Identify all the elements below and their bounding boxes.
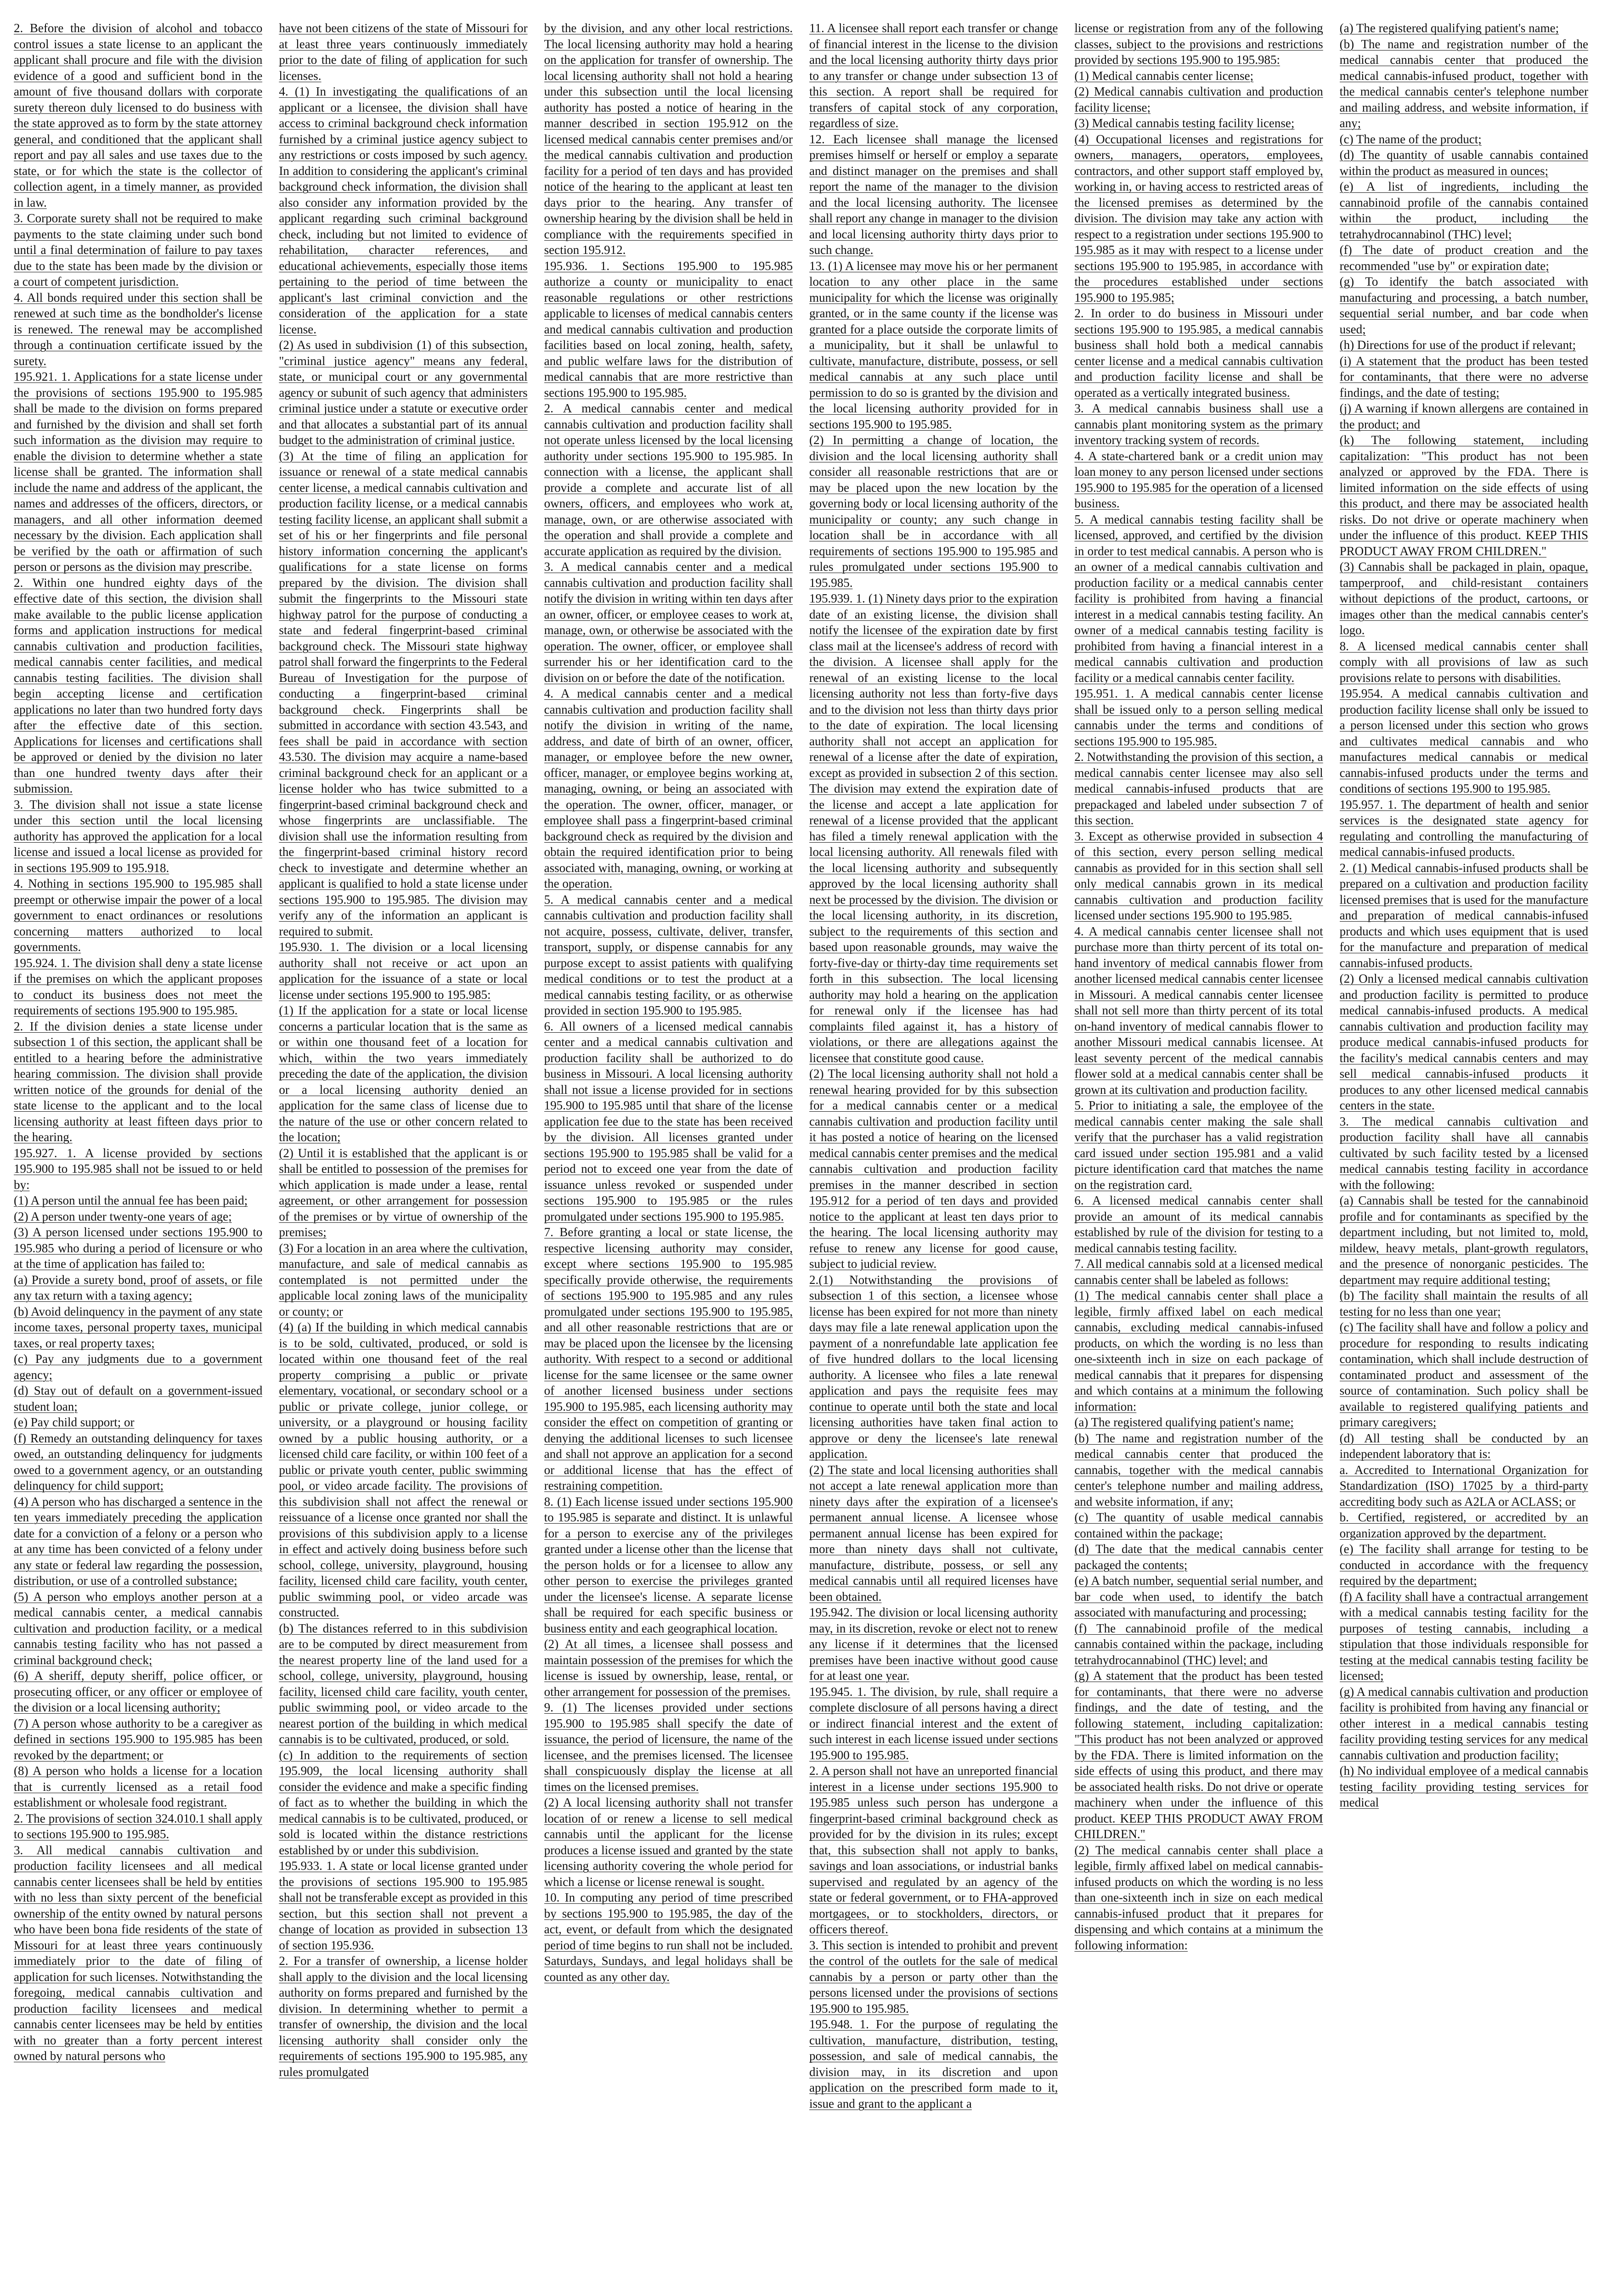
paragraph: 2.(1) Notwithstanding the provisions of subsection 1 of this section, a licensee whose license has been expired for not more than ninety days may file a late renewal application upon the payment of a nonrefundable late application fee of five hundred dollars to the local licensing authority. A licensee who files a late renewal application and pays the requisite fees may continue to operate until both the state and local licensing authorities have taken final action to approve or deny the licensee's late renewal application. [809, 1272, 1058, 1461]
paragraph: license or registration from any of the following classes, subject to the provisions and restrictions provided by sections 195.900 to 195.985: [1074, 21, 1323, 67]
paragraph: (g) To identify the batch associated with manufacturing and processing, a batch number, sequential serial number, and bar code when used; [1339, 275, 1588, 336]
paragraph: 6. A licensed medical cannabis center shall provide an amount of its medical cannabis established by rule of the division for testing to a medical cannabis testing facility. [1074, 1193, 1323, 1255]
paragraph: (1) A person until the annual fee has been paid; [14, 1193, 248, 1207]
paragraph: (e) A batch number, sequential serial number, and bar code when used, to identify the batch associated with manufacturing and processing; [1074, 1574, 1323, 1619]
paragraph: (4) A person who has discharged a sentence in the ten years immediately preceding the application date for a conviction of a felony or a person who at any time has been convicted of a felony under any state or federal law regarding the possession, distribution, or use of a controlled substance; [14, 1494, 263, 1587]
paragraph: (a) The registered qualifying patient's name; [1339, 21, 1559, 35]
paragraph: (b) The name and registration number of the medical cannabis center that produced the medical cannabis-infused product, together with the medical cannabis center's telephone number and mailing address, and website information, if any; [1339, 37, 1588, 130]
paragraph: 2. For a transfer of ownership, a license holder shall apply to the division and the local licensing authority on forms prepared and furnished by the division. In determining whether to permit a transfer of ownership, the division and the local licensing authority shall consider only the requirements of sections 195.900 to 195.985, any rules promulgated [279, 1954, 528, 2079]
paragraph: 4. All bonds required under this section shall be renewed at such time as the bondholder's license is renewed. The renewal may be accomplished through a continuation certificate issued by the surety. [14, 290, 263, 368]
paragraph: 195.933. 1. A state or local license granted under the provisions of sections 195.900 to 195.985 shall not be transferable except as provided in this section, but this section shall not prevent a change of location as provided in subsection 13 of section 195.936. [279, 1859, 528, 1952]
paragraph: 13. (1) A licensee may move his or her permanent location to any other place in the same municipality for which the license was originally granted, or in the same county if the license was granted for a place outside the corporate limits of a municipality, but it shall be unlawful to cultivate, manufacture, distribute, possess, or sell medical cannabis at any such place until permission to do so is granted by the division and the local licensing authority provided for in sections 195.900 to 195.985. [809, 259, 1058, 431]
paragraph: (d) The date that the medical cannabis center packaged the contents; [1074, 1542, 1323, 1572]
paragraph: (i) A statement that the product has been tested for contaminants, that there were no adverse findings, and the date of testing; [1339, 354, 1588, 400]
paragraph: 195.954. A medical cannabis cultivation and production facility license shall only be issued to a person licensed under this section who grows and cultivates medical cannabis and who manufactures medical cannabis or medical cannabis-infused products under the terms and conditions of sections 195.900 to 195.985. [1339, 687, 1588, 795]
paragraph: have not been citizens of the state of Missouri for at least three years continuously immediately prior to the date of filing of application for such licenses. [279, 21, 528, 83]
paragraph: (2) The state and local licensing authorities shall not accept a late renewal application more than ninety days after the expiration of a licensee's permanent annual license. A licensee whose permanent annual license has been expired for more than ninety days shall not cultivate, manufacture, distribute, possess, or sell any medical cannabis until all required licenses have been obtained. [809, 1463, 1058, 1604]
column-3 [544, 20, 793, 2296]
paragraph: (2) A local licensing authority shall not transfer location of or renew a license to sell medical cannabis until the applicant for the license produces a license issued and granted by the state licensing authority covering the whole period for which a license or license renewal is sought. [544, 1795, 793, 1889]
paragraph: (1) If the application for a state or local license concerns a particular location that is the same as or within one thousand feet of a location for which, within the two years immediately preceding the date of the application, the division or a local licensing authority denied an application for the same class of license due to the nature of the use or other concern related to the location; [279, 1003, 528, 1144]
paragraph: (a) Cannabis shall be tested for the cannabinoid profile and for contaminants as specified by the department including, but not limited to, mold, mildew, heavy metals, plant-growth regulators, and the presence of nonorganic pesticides. The department may require additional testing; [1339, 1193, 1588, 1287]
column-4 [809, 20, 1058, 2296]
paragraph: 2. The provisions of section 324.010.1 shall apply to sections 195.900 to 195.985. [14, 1811, 263, 1841]
paragraph: 8. A licensed medical cannabis center shall comply with all provisions of law as such provisions relate to persons with disabilities. [1339, 639, 1588, 685]
paragraph: 195.948. 1. For the purpose of regulating the cultivation, manufacture, distribution, testing, possession, and sale of medical cannabis, the division may, in its discretion and upon application on the prescribed form made to it, issue and grant to the applicant a [809, 2017, 1058, 2110]
paragraph: (6) A sheriff, deputy sheriff, police officer, or prosecuting officer, or any officer or employee of the division or a local licensing authority; [14, 1669, 263, 1714]
paragraph: (b) The facility shall maintain the results of all testing for no less than one year; [1339, 1289, 1588, 1318]
paragraph: 3. The medical cannabis cultivation and production facility shall have all cannabis cultivated by such facility tested by a licensed medical cannabis testing facility in accordance with the following: [1339, 1114, 1588, 1192]
paragraph: b. Certified, registered, or accredited by an organization approved by the department. [1339, 1510, 1588, 1540]
paragraph: 3. The division shall not issue a state license under this section until the local licensing authority has approved the application for a local license and issued a local license as provided for in sections 195.909 to 195.918. [14, 797, 263, 875]
text-columns [14, 20, 1588, 2296]
column-5 [1074, 20, 1323, 2296]
paragraph: (c) The name of the product; [1339, 132, 1482, 146]
paragraph: 7. All medical cannabis sold at a licensed medical cannabis center shall be labeled as follows: [1074, 1257, 1323, 1287]
paragraph: 3. Corporate surety shall not be required to make payments to the state claiming under such bond until a final determination of failure to pay taxes due to the state has been made by the division or a court of competent jurisdiction. [14, 211, 263, 288]
paragraph: (2) The local licensing authority shall not hold a renewal hearing provided for by this subsection for a medical cannabis center or a medical cannabis cultivation and production facility until it has posted a notice of hearing on the licensed medical cannabis center premises and the medical cannabis cultivation and production facility premises in the manner described in section 195.912 for a period of ten days and provided notice to the applicant at least ten days prior to the hearing. The local licensing authority may refuse to renew any license for good cause, subject to judicial review. [809, 1067, 1058, 1271]
paragraph: 5. A medical cannabis testing facility shall be licensed, approved, and certified by the division in order to test medical cannabis. A person who is an owner of a medical cannabis cultivation and production facility or a medical cannabis center facility is prohibited from having a financial interest in a medical cannabis testing facility. An owner of a medical cannabis testing facility is prohibited from having a financial interest in a medical cannabis cultivation and production facility or a medical cannabis center facility. [1074, 512, 1323, 685]
paragraph: (4) (a) If the building in which medical cannabis is to be sold, cultivated, produced, or sold is located within one thousand feet of the real property comprising a public or private elementary, vocational, or secondary school or a public or private college, junior college, or university, or a playground or housing facility owned by a public housing authority, or a licensed child care facility, or within 100 feet of a public or private youth center, public swimming pool, or video arcade facility. The provisions of this subdivision shall not affect the renewal or reissuance of a license once granted nor shall the provisions of this subdivision apply to a license in effect and actively doing business before such school, college, university, playground, housing facility, licensed child care facility, youth center, public swimming pool, or video arcade was constructed. [279, 1320, 528, 1619]
paragraph: 195.930. 1. The division or a local licensing authority shall not receive or act upon an application for the issuance of a state or local license under sections 195.900 to 195.985: [279, 940, 528, 1002]
paragraph: 2. Notwithstanding the provision of this section, a medical cannabis center licensee may also sell medical cannabis-infused products that are prepackaged and labeled under subsection 7 of this section. [1074, 750, 1323, 827]
paragraph: (h) No individual employee of a medical cannabis testing facility providing testing services for medical [1339, 1764, 1588, 1809]
paragraph: (3) At the time of filing an application for issuance or renewal of a state medical cannabis center license, a medical cannabis cultivation and production facility license, or a medical cannabis testing facility license, an applicant shall submit a set of his or her fingerprints and file personal history information concerning the applicant's qualifications for a state license on forms prepared by the division. The division shall submit the fingerprints to the Missouri state highway patrol for the purpose of conducting a state and federal fingerprint-based criminal background check. The Missouri state highway patrol shall forward the fingerprints to the Federal Bureau of Investigation for the purpose of conducting a fingerprint-based criminal background check. Fingerprints shall be submitted in accordance with section 43.543, and fees shall be paid in accordance with section 43.530. The division may acquire a name-based criminal background check for an applicant or a license holder who has twice submitted to a fingerprint-based criminal background check and whose fingerprints are unclassifiable. The division shall use the information resulting from the fingerprint-based criminal history record check to investigate and determine whether an applicant is qualified to hold a state license under sections 195.900 to 195.985. The division may verify any of the information an applicant is required to submit. [279, 449, 528, 938]
paragraph: 7. Before granting a local or state license, the respective licensing authority may consider, except where sections 195.900 to 195.985 specifically provide otherwise, the requirements of sections 195.900 to 195.985 and any rules promulgated under sections 195.900 to 195.985, and all other reasonable restrictions that are or may be placed upon the licensee by the licensing authority. With respect to a second or additional license for the same licensee or the same owner of another licensed business under sections 195.900 to 195.985, each licensing authority may consider the effect on competition of granting or denying the additional licenses to such licensee and shall not approve an application for a second or additional license that has the effect of restraining competition. [544, 1225, 793, 1492]
paragraph: 195.951. 1. A medical cannabis center license shall be issued only to a person selling medical cannabis under the terms and conditions of sections 195.900 to 195.985. [1074, 687, 1323, 748]
paragraph: (2) At all times, a licensee shall possess and maintain possession of the premises for which the license is issued by ownership, lease, rental, or other arrangement for possession of the premises. [544, 1637, 793, 1699]
paragraph: 4. A medical cannabis center licensee shall not purchase more than thirty percent of its total on-hand inventory of medical cannabis flower from another licensed medical cannabis center licensee in Missouri. A medical cannabis center licensee shall not sell more than thirty percent of its total on-hand inventory of medical cannabis flower to another Missouri medical cannabis licensee. At least seventy percent of the medical cannabis flower sold at a medical cannabis center shall be grown at its cultivation and production facility. [1074, 924, 1323, 1097]
column-6 [1340, 20, 1588, 2296]
paragraph: (b) The distances referred to in this subdivision are to be computed by direct measurement from the nearest property line of the land used for a school, college, university, playground, housing facility, licensed child care facility, youth center, public swimming pool, or video arcade to the nearest portion of the building in which medical cannabis is to be cultivated, produced, or sold. [279, 1621, 528, 1746]
paragraph: (d) The quantity of usable cannabis contained within the product as measured in ounces; [1339, 148, 1588, 178]
paragraph: (f) Remedy an outstanding delinquency for taxes owed, an outstanding delinquency for judgments owed to a government agency, or an outstanding delinquency for child support; [14, 1431, 263, 1492]
paragraph: (1) The medical cannabis center shall place a legible, firmly affixed label on each medical cannabis, excluding medical cannabis-infused products, on which the wording is no less than one-sixteenth inch in size on each package of medical cannabis that it prepares for dispensing and which contains at a minimum the following information: [1074, 1289, 1323, 1413]
paragraph: (g) A statement that the product has been tested for contaminants, that there were no adverse findings, and the date of testing, and the following statement, including capitalization: "This product has not been analyzed or approved by the FDA. There is limited information on the side effects of using this product, and there may be associated health risks. Do not drive or operate machinery when under the influence of this product. KEEP THIS PRODUCT AWAY FROM CHILDREN." [1074, 1669, 1323, 1841]
paragraph: 2. (1) Medical cannabis-infused products shall be prepared on a cultivation and production facility licensed premises that is used for the manufacture and preparation of medical cannabis-infused products and which uses equipment that is used for the manufacture and preparation of medical cannabis-infused products. [1339, 861, 1588, 970]
paragraph: 4. Nothing in sections 195.900 to 195.985 shall preempt or otherwise impair the power of a local government to enact ordinances or resolutions concerning matters authorized to local governments. [14, 877, 263, 954]
paragraph: 5. Prior to initiating a sale, the employee of the medical cannabis center making the sale shall verify that the purchaser has a valid registration card issued under section 195.981 and a valid picture identification card that matches the name on the registration card. [1074, 1098, 1323, 1192]
paragraph: 6. All owners of a licensed medical cannabis center and a medical cannabis cultivation and production facility shall be authorized to do business in Missouri. A local licensing authority shall not issue a license provided for in sections 195.900 to 195.985 until that share of the license application fee due to the state has been received by the division. All licenses granted under sections 195.900 to 195.985 shall be valid for a period not to exceed one year from the date of issuance unless revoked or suspended under sections 195.900 to 195.985 or the rules promulgated under sections 195.900 to 195.985. [544, 1019, 793, 1223]
paragraph: (j) A warning if known allergens are contained in the product; and [1339, 401, 1588, 431]
paragraph: (3) Cannabis shall be packaged in plain, opaque, tamperproof, and child-resistant containers without depictions of the product, cartoons, or images other than the medical cannabis center's logo. [1339, 560, 1588, 637]
paragraph: (a) Provide a surety bond, proof of assets, or file any tax return with a taxing agency; [14, 1272, 263, 1302]
paragraph: 12. Each licensee shall manage the licensed premises himself or herself or employ a separate and distinct manager on the premises and shall report the name of the manager to the division and the local licensing authority. The licensee shall report any change in manager to the division and local licensing authority thirty days prior to such change. [809, 132, 1058, 257]
paragraph: (g) A medical cannabis cultivation and production facility is prohibited from having any financial or other interest in a medical cannabis testing facility providing testing services for any medical cannabis cultivation and production facility; [1339, 1684, 1588, 1762]
paragraph: 195.927. 1. A license provided by sections 195.900 to 195.985 shall not be issued to or held by: [14, 1146, 263, 1192]
paragraph: 2. If the division denies a state license under subsection 1 of this section, the applicant shall be entitled to a hearing before the administrative hearing commission. The division shall provide written notice of the grounds for denial of the state license to the applicant and to the local licensing authority at least fifteen days prior to the hearing. [14, 1019, 263, 1144]
paragraph: 3. A medical cannabis center and a medical cannabis cultivation and production facility shall notify the division in writing within ten days after an owner, officer, or employee ceases to work at, manage, own, or otherwise be associated with the operation. The owner, officer, or employee shall surrender his or her identification card to the division on or before the date of the notification. [544, 560, 793, 685]
paragraph: (b) The name and registration number of the medical cannabis center that produced the cannabis, together with the medical cannabis center's telephone number and mailing address, and website information, if any; [1074, 1431, 1323, 1508]
paragraph: (2) As used in subdivision (1) of this subsection, "criminal justice agency" means any federal, state, or municipal court or any governmental agency or subunit of such agency that administers criminal justice under a statute or executive order and that allocates a substantial part of its annual budget to the administration of criminal justice. [279, 338, 528, 447]
paragraph: 195.945. 1. The division, by rule, shall require a complete disclosure of all persons having a direct or indirect financial interest and the extent of such interest in each license issued under sections 195.900 to 195.985. [809, 1684, 1058, 1762]
paragraph: 4. A medical cannabis center and a medical cannabis cultivation and production facility shall notify the division in writing of the name, address, and date of birth of an owner, officer, manager, or employee before the new owner, officer, manager, or employee begins working at, managing, owning, or being an associated with the operation. The owner, officer, manager, or employee shall pass a fingerprint-based criminal background check as required by the division and obtain the required identification prior to being associated with, managing, owning, or working at the operation. [544, 687, 793, 890]
paragraph: (2) Only a licensed medical cannabis cultivation and production facility is permitted to produce medical cannabis-infused products. A medical cannabis cultivation and production facility may produce medical cannabis-infused products for the facility's medical cannabis centers and may sell medical cannabis-infused products it produces to any other licensed medical cannabis centers in the state. [1339, 972, 1588, 1112]
paragraph: (7) A person whose authority to be a caregiver as defined in sections 195.900 to 195.985 has been revoked by the department; or [14, 1716, 263, 1762]
paragraph: 3. Except as otherwise provided in subsection 4 of this section, every person selling medical cannabis as provided for in this section shall sell only medical cannabis grown in its medical cannabis cultivation and production facility licensed under sections 195.900 to 195.985. [1074, 829, 1323, 922]
paragraph: (1) Medical cannabis center license; [1074, 68, 1254, 83]
paragraph: (e) A list of ingredients, including the cannabinoid profile of the cannabis contained within the product, including the tetrahydrocannabinol (THC) level; [1339, 180, 1588, 241]
paragraph: by the division, and any other local restrictions. The local licensing authority may hold a hearing on the application for transfer of ownership. The local licensing authority shall not hold a hearing under this subsection until the local licensing authority has posted a notice of hearing in the manner described in section 195.912 on the licensed medical cannabis center premises and/or the medical cannabis cultivation and production facility for a period of ten days and has provided notice of the hearing to the applicant at least ten days prior to the hearing. Any transfer of ownership hearing by the division shall be held in compliance with the requirements specified in section 195.912. [544, 21, 793, 257]
paragraph: (2) In permitting a change of location, the division and the local licensing authority shall consider all reasonable restrictions that are or may be placed upon the new location by the governing body or local licensing authority of the municipality or county; any such change in location shall be in accordance with all requirements of sections 195.900 to 195.985 and rules promulgated under sections 195.900 to 195.985. [809, 433, 1058, 590]
paragraph: (5) A person who employs another person at a medical cannabis center, a medical cannabis cultivation and production facility, or a medical cannabis testing facility who has not passed a criminal background check; [14, 1589, 263, 1667]
paragraph: (2) The medical cannabis center shall place a legible, firmly affixed label on medical cannabis-infused products on which the wording is no less than one-sixteenth inch in size on each medical cannabis-infused product that it prepares for dispensing and which contains at a minimum the following information: [1074, 1843, 1323, 1952]
paragraph: 3. All medical cannabis cultivation and production facility licensees and all medical cannabis center licensees shall be held by entities with no less than sixty percent of the beneficial ownership of the entity owned by natural persons who have been bona fide residents of the state of Missouri for at least three years continuously immediately prior to the date of filing of application for such licenses. Notwithstanding the foregoing, medical cannabis cultivation and production facility licensees and medical cannabis center licensees may be held by entities with no greater than a forty percent interest owned by natural persons who [14, 1843, 263, 2063]
paragraph: (c) The facility shall have and follow a policy and procedure for responding to results indicating contamination, which shall include destruction of contaminated product and assessment of the source of contamination. Such policy shall be available to registered qualifying patients and primary caregivers; [1339, 1320, 1588, 1429]
paragraph: (4) Occupational licenses and registrations for owners, managers, operators, employees, contractors, and other support staff employed by, working in, or having access to restricted areas of the licensed premises as determined by the division. The division may take any action with respect to a registration under sections 195.900 to 195.985 as it may with respect to a license under sections 195.900 to 195.985, in accordance with the procedures established under sections 195.900 to 195.985; [1074, 132, 1323, 304]
paragraph: (2) A person under twenty-one years of age; [14, 1209, 232, 1223]
paragraph: (3) A person licensed under sections 195.900 to 195.985 who during a period of licensure or who at the time of application has failed to: [14, 1225, 263, 1271]
paragraph: (3) For a location in an area where the cultivation, manufacture, and sale of medical cannabis as contemplated is not permitted under the applicable local zoning laws of the municipality or county; or [279, 1241, 528, 1318]
paragraph: 195.921. 1. Applications for a state license under the provisions of sections 195.900 to 195.985 shall be made to the division on forms prepared and furnished by the division and shall set forth such information as the division may require to enable the division to determine whether a state license shall be granted. The information shall include the name and address of the applicant, the names and addresses of the officers, directors, or managers, and all other information deemed necessary by the division. Each application shall be verified by the oath or affirmation of such person or persons as the division may prescribe. [14, 370, 263, 574]
column-1 [14, 20, 262, 2296]
paragraph: 195.942. The division or local licensing authority may, in its discretion, revoke or elect not to renew any license if it determines that the licensed premises have been inactive without good cause for at least one year. [809, 1605, 1058, 1683]
paragraph: 3. A medical cannabis business shall use a cannabis plant monitoring system as the primary inventory tracking system of records. [1074, 401, 1323, 447]
paragraph: (e) Pay child support; or [14, 1415, 135, 1429]
paragraph: (k) The following statement, including capitalization: "This product has not been analyzed or approved by the FDA. There is limited information on the side effects of using this product, and there may be associated health risks. Do not drive or operate machinery when under the influence of this product. KEEP THIS PRODUCT AWAY FROM CHILDREN." [1339, 433, 1588, 558]
paragraph: 4. (1) In investigating the qualifications of an applicant or a licensee, the division shall have access to criminal background check information furnished by a criminal justice agency subject to any restrictions or costs imposed by such agency. In addition to considering the applicant's criminal background check information, the division shall also consider any information provided by the applicant regarding such criminal background check, including but not limited to evidence of rehabilitation, character references, and educational achievements, especially those items pertaining to the period of time between the applicant's last criminal conviction and the consideration of the application for a state license. [279, 84, 528, 336]
paragraph: 9. (1) The licenses provided under sections 195.900 to 195.985 shall specify the date of issuance, the period of licensure, the name of the licensee, and the premises licensed. The licensee shall conspicuously display the license at all times on the licensed premises. [544, 1700, 793, 1794]
paragraph: 2. A medical cannabis center and medical cannabis cultivation and production facility shall not operate unless licensed by the local licensing authority under sections 195.900 to 195.985. In connection with a license, the applicant shall provide a complete and accurate list of all owners, officers, and employees who work at, manage, own, or are otherwise associated with the operation and shall provide a complete and accurate application as required by the division. [544, 401, 793, 558]
paragraph: 3. This section is intended to prohibit and prevent the control of the outlets for the sale of medical cannabis by a person or party other than the persons licensed under the provisions of sections 195.900 to 195.985. [809, 1938, 1058, 2015]
paragraph: 11. A licensee shall report each transfer or change of financial interest in the license to the division and the local licensing authority thirty days prior to any transfer or change under subsection 13 of this section. A report shall be required for transfers of capital stock of any corporation, regardless of size. [809, 21, 1058, 130]
paragraph: a. Accredited to International Organization for Standardization (ISO) 17025 by a third-party accrediting body such as A2LA or ACLASS; or [1339, 1463, 1588, 1508]
paragraph: (e) The facility shall arrange for testing to be conducted in accordance with the frequency required by the department; [1339, 1542, 1588, 1587]
paragraph: 195.939. 1. (1) Ninety days prior to the expiration date of an existing license, the division shall notify the licensee of the expiration date by first class mail at the licensee's address of record with the division. A licensee shall apply for the renewal of an existing license to the local licensing authority not less than forty-five days and to the division not less than thirty days prior to the date of expiration. The local licensing authority shall not accept an application for renewal of a license after the date of expiration, except as provided in subsection 2 of this section. The division may extend the expiration date of the license and accept a late application for renewal of a license provided that the applicant has filed a timely renewal application with the local licensing authority. All renewals filed with the local licensing authority and subsequently approved by the local licensing authority shall next be processed by the division. The division or the local licensing authority, in its discretion, subject to the requirements of this section and based upon reasonable grounds, may waive the forty-five-day or thirty-day time requirements set forth in this subsection. The local licensing authority may hold a hearing on the application for renewal only if the licensee has had complaints filed against it, has a history of violations, or there are allegations against the licensee that constitute good cause. [809, 591, 1058, 1065]
paragraph: (3) Medical cannabis testing facility license; [1074, 116, 1295, 130]
paragraph: 2. Before the division of alcohol and tobacco control issues a state license to an applicant the applicant shall procure and file with the division evidence of a good and sufficient bond in the amount of five thousand dollars with corporate surety thereon duly licensed to do business with the state approved as to form by the state attorney general, and conditioned that the applicant shall report and pay all sales and use taxes due to the state, or for which the state is the collector of collection agent, in a timely manner, as provided in law. [14, 21, 263, 209]
paragraph: (c) The quantity of usable medical cannabis contained within the package; [1074, 1510, 1323, 1540]
paragraph: (f) The cannabinoid profile of the medical cannabis contained within the package, including tetrahydrocannabinol (THC) level; and [1074, 1621, 1323, 1667]
paragraph: 8. (1) Each license issued under sections 195.900 to 195.985 is separate and distinct. It is unlawful for a person to exercise any of the privileges granted under a license other than the license that the person holds or for a licensee to allow any other person to exercise the privileges granted under the licensee's license. A separate license shall be required for each specific business or business entity and each geographical location. [544, 1494, 793, 1635]
paragraph: (d) All testing shall be conducted by an independent laboratory that is: [1339, 1431, 1588, 1461]
paragraph: (f) The date of product creation and the recommended "use by" or expiration date; [1339, 243, 1588, 273]
paragraph: (2) Until it is established that the applicant is or shall be entitled to possession of the premises for which application is made under a lease, rental agreement, or other arrangement for possession of the premises or by virtue of ownership of the premises; [279, 1146, 528, 1239]
paragraph: (h) Directions for use of the product if relevant; [1339, 338, 1576, 352]
paragraph: (f) A facility shall have a contractual arrangement with a medical cannabis testing facility for the purposes of testing cannabis, including a stipulation that those individuals responsible for testing at the medical cannabis testing facility be licensed; [1339, 1589, 1588, 1683]
column-2 [279, 20, 527, 2296]
paragraph: (a) The registered qualifying patient's name; [1074, 1415, 1294, 1429]
paragraph: (c) In addition to the requirements of section 195.909, the local licensing authority shall consider the evidence and make a specific finding of fact as to whether the building in which the medical cannabis is to be cultivated, produced, or sold is located within the distance restrictions established by or under this subdivision. [279, 1748, 528, 1857]
paragraph: (d) Stay out of default on a government-issued student loan; [14, 1384, 263, 1413]
paragraph: 195.936. 1. Sections 195.900 to 195.985 authorize a county or municipality to enact reasonable regulations or other restrictions applicable to licenses of medical cannabis centers and medical cannabis cultivation and production facilities based on local zoning, health, safety, and public welfare laws for the distribution of medical cannabis that are more restrictive than sections 195.900 to 195.985. [544, 259, 793, 400]
paragraph: 2. In order to do business in Missouri under sections 195.900 to 195.985, a medical cannabis business shall hold both a medical cannabis center license and a medical cannabis cultivation and production facility license and shall be operated as a vertically integrated business. [1074, 306, 1323, 400]
paragraph: (2) Medical cannabis cultivation and production facility license; [1074, 84, 1323, 114]
paragraph: 2. Within one hundred eighty days of the effective date of this section, the division shall make available to the public license application forms and application instructions for medical cannabis cultivation and production facilities, medical cannabis center facilities, and medical cannabis testing facilities. The division shall begin accepting license and certification applications no later than two hundred forty days after the effective date of this section. Applications for licenses and certifications shall be approved or denied by the division no later than one hundred twenty days after their submission. [14, 575, 263, 795]
paragraph: (c) Pay any judgments due to a government agency; [14, 1352, 263, 1382]
paragraph: 195.924. 1. The division shall deny a state license if the premises on which the applicant proposes to conduct its business does not meet the requirements of sections 195.900 to 195.985. [14, 956, 263, 1017]
paragraph: (8) A person who holds a license for a location that is currently licensed as a retail food establishment or wholesale food registrant. [14, 1764, 263, 1809]
paragraph: 2. A person shall not have an unreported financial interest in a license under sections 195.900 to 195.985 unless such person has undergone a fingerprint-based criminal background check as provided for by the division in its rules; except that, this subsection shall not apply to banks, savings and loan associations, or industrial banks supervised and regulated by an agency of the state or federal government, or to FHA-approved mortgagees, or to stockholders, directors, or officers thereof. [809, 1764, 1058, 1936]
paragraph: 195.957. 1. The department of health and senior services is the designated state agency for regulating and controlling the manufacturing of medical cannabis-infused products. [1339, 797, 1588, 859]
paragraph: (b) Avoid delinquency in the payment of any state income taxes, personal property taxes, municipal taxes, or real property taxes; [14, 1304, 263, 1350]
paragraph: 4. A state-chartered bank or a credit union may loan money to any person licensed under sections 195.900 to 195.985 for the operation of a licensed business. [1074, 449, 1323, 510]
paragraph: 5. A medical cannabis center and a medical cannabis cultivation and production facility shall not acquire, possess, cultivate, deliver, transfer, transport, supply, or dispense cannabis for any purpose except to assist patients with qualifying medical conditions or to test the product at a medical cannabis testing facility, or as otherwise provided in section 195.900 to 195.985. [544, 892, 793, 1017]
paragraph: 10. In computing any period of time prescribed by sections 195.900 to 195.985, the day of the act, event, or default from which the designated period of time begins to run shall not be included. Saturdays, Sundays, and legal holidays shall be counted as any other day. [544, 1891, 793, 1984]
